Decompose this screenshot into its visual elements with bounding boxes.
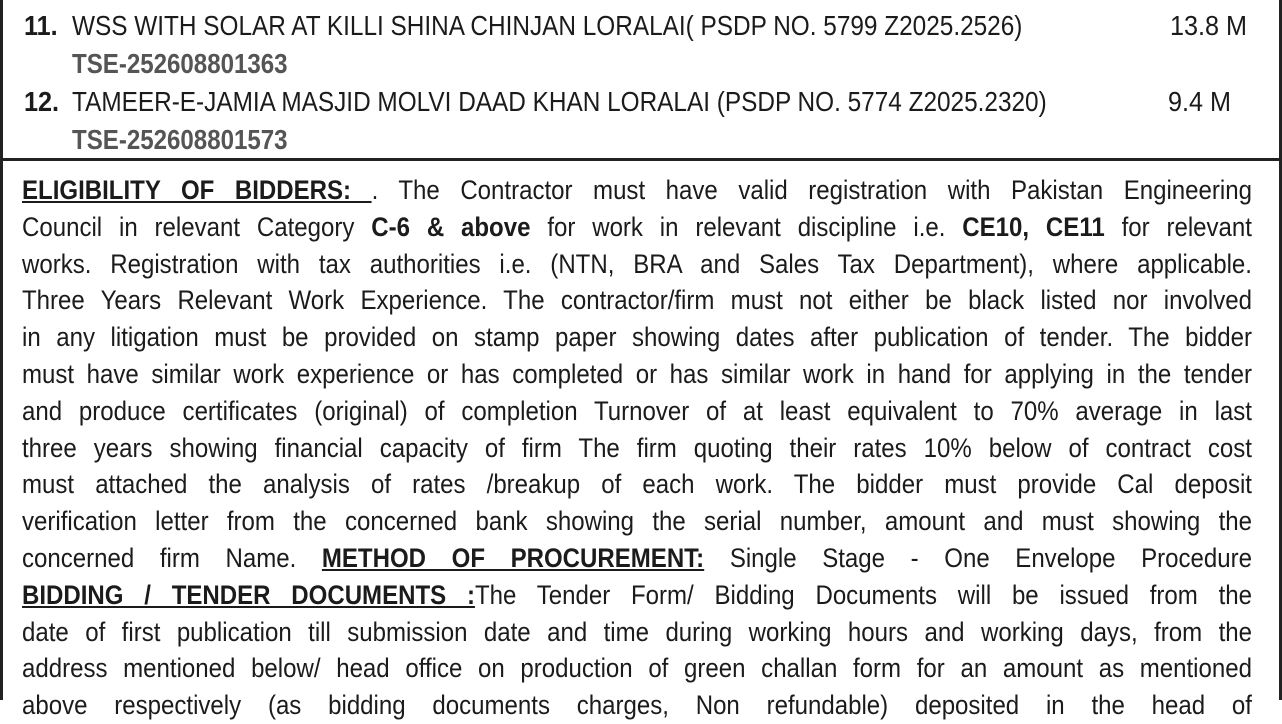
text-line: Three Years Relevant Work Experience. The contractor/firm must not either be black listed nor involved <box>22 285 1252 316</box>
text-line: must attached the analysis of rates /breakup of each work. The bidder must provide Cal deposit <box>22 469 1252 500</box>
work-title: WSS WITH SOLAR AT KILLI SHINA CHINJAN LORALAI( PSDP NO. 5799 Z2025.2526) <box>72 10 1023 41</box>
eligibility-heading: ELIGIBILITY OF BIDDERS: <box>22 175 372 205</box>
text-line: must have similar work experience or has completed or has similar work in hand for applying in the tender <box>22 358 1252 389</box>
text-line: above respectively (as bidding documents charges, Non refundable) deposited in the head of <box>22 690 1252 721</box>
text-line: Council in relevant Category C-6 & above for work in relevant discipline i.e. CE10, CE11 for relevant <box>22 211 1252 242</box>
work-title: TAMEER-E-JAMIA MASJID MOLVI DAAD KHAN LORALAI (PSDP NO. 5774 Z2025.2320) <box>72 86 1047 117</box>
text-line: ELIGIBILITY OF BIDDERS: . The Contractor must have valid registration with Pakistan Engineering <box>22 175 1252 205</box>
work-number: 12. <box>24 86 60 117</box>
bidding-heading: BIDDING / TENDER DOCUMENTS : <box>22 579 475 610</box>
text-line: three years showing financial capacity of firm The firm quoting their rates 10% below of contract cost <box>22 432 1252 463</box>
text-line: date of first publication till submission date and time during working hours and working days, from the <box>22 616 1252 647</box>
work-number: 11. <box>24 10 58 41</box>
eligibility-section <box>22 172 1252 724</box>
work-amount: 13.8 M <box>1170 10 1248 41</box>
procurement-heading: METHOD OF PROCUREMENT: <box>321 542 705 573</box>
text-line: concerned firm Name. METHOD OF PROCUREMENT: Single Stage - One Envelope Procedure <box>22 542 1252 573</box>
section-divider <box>0 158 1282 161</box>
works-list <box>0 0 1282 160</box>
text-line: and produce certificates (original) of completion Turnover of at least equivalent to 70% average in last <box>22 395 1252 426</box>
text-line: works. Registration with tax authorities i.e. (NTN, BRA and Sales Tax Department), where applicable. <box>22 248 1252 279</box>
text-line: in any litigation must be provided on stamp paper showing dates after publication of tender. The bidder <box>22 322 1252 353</box>
text-line: BIDDING / TENDER DOCUMENTS :The Tender Form/ Bidding Documents will be issued from the <box>22 579 1252 610</box>
text-line: verification letter from the concerned bank showing the serial number, amount and must showing the <box>22 506 1252 537</box>
work-amount: 9.4 M <box>1168 86 1232 117</box>
text-line: address mentioned below/ head office on production of green challan form for an amount as mentioned <box>22 653 1252 684</box>
work-tse-id: TSE-252608801363 <box>72 48 288 79</box>
work-tse-id: TSE-252608801573 <box>72 124 288 155</box>
